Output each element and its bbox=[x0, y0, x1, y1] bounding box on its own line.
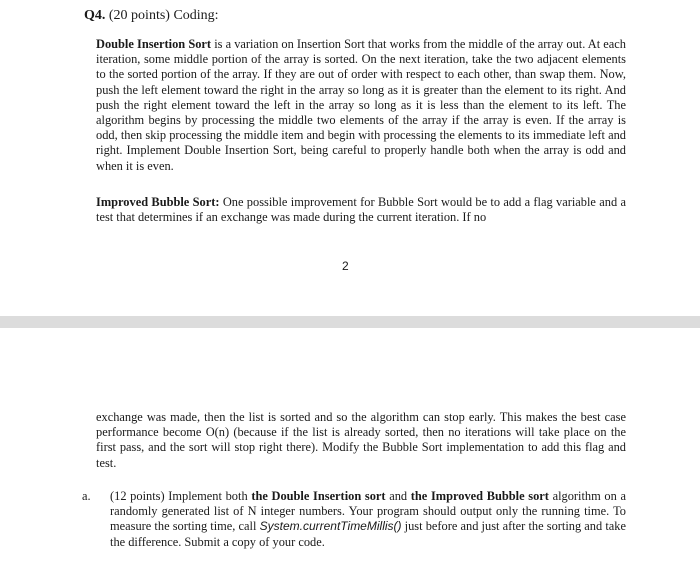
double-insertion-text: is a variation on Insertion Sort that works from the middle of the array out. At each iteration, some middle portion of the array is sorted. On the next iteration, take the two adjacent elements to the sorted portion of the array. If they are out of order with respect to each other, than swap them. Now, push the left element toward the right in the array so long as it is greater than the element to its right. And push the right element toward the left in the array so long as it is less than the element to its left. The algorithm begins by processing the middle two elements of the array if the array is even. If the array is odd, then skip processing the middle item and begin with processing the elements to its immediate left and right. Implement Double Insertion Sort, being careful to properly handle both when the array is odd and when it is even. bbox=[96, 37, 626, 173]
question-heading bbox=[84, 8, 219, 24]
item-text-2: and bbox=[389, 489, 408, 503]
question-label: Q4. bbox=[84, 8, 106, 23]
page-number: 2 bbox=[342, 259, 349, 273]
double-insertion-paragraph bbox=[96, 37, 626, 174]
list-marker: a. bbox=[82, 489, 91, 503]
item-bold-1: the Double Insertion sort bbox=[251, 489, 386, 503]
question-meta: (20 points) Coding: bbox=[108, 8, 219, 23]
item-text-3: algorithm on a randomly generated list of N integer numbers. Your program should output only the running time. To measure the sorting time, call bbox=[110, 489, 626, 534]
double-insertion-term: Double Insertion Sort bbox=[96, 37, 212, 51]
page-separator bbox=[0, 316, 700, 328]
item-text-1: (12 points) Implement both bbox=[110, 489, 248, 503]
improved-bubble-term: Improved Bubble Sort: bbox=[96, 195, 220, 209]
code-snippet: System.currentTimeMillis() bbox=[259, 519, 402, 534]
list-item-body bbox=[110, 489, 626, 550]
improved-bubble-text: One possible improvement for Bubble Sort would be to add a flag variable and a test that determines if an exchange was made during the current iteration. If no bbox=[96, 195, 626, 225]
improved-bubble-continuation: exchange was made, then the list is sorted and so the algorithm can stop early. This makes the best case performance become O(n) (because if the list is already sorted, then no iterations will take place on the first pass, and the sort will stop right there). Modify the Bubble Sort implementation to add this flag and test. bbox=[96, 410, 626, 470]
list-item-a bbox=[82, 489, 626, 550]
improved-bubble-paragraph bbox=[96, 195, 626, 225]
item-text-4: just before and just after the sorting and take the difference. Submit a copy of your code. bbox=[110, 519, 626, 549]
item-bold-2: the Improved Bubble sort bbox=[410, 489, 549, 503]
